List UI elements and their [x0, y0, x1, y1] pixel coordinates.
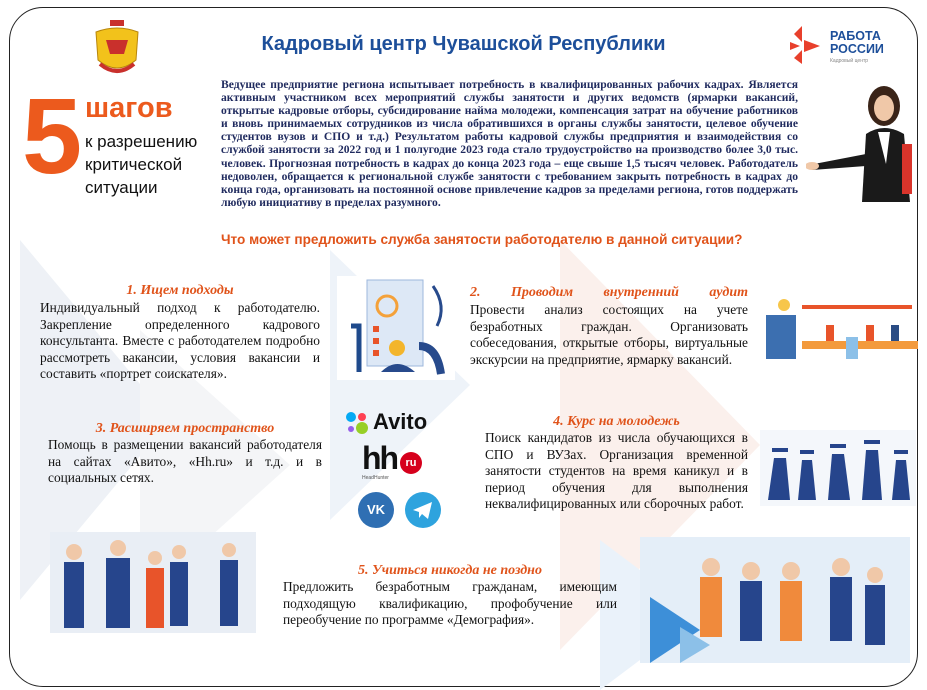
- telegram-icon: [405, 492, 441, 528]
- intro-paragraph: Ведущее предприятие региона испытывает потребность в квалифицированных рабочих кадрах. Является активным участником всех мероприятий службы занятости и других ведомств (ярмарки вакансий, открытые кадровые отборы, субсидирование найма молодежи, компенсация затрат на обучение работников и вновь принимаемых сотрудников из числа обратившихся в органы службы занятости, целевое обучение студентов вузов и СПО и т.д.) Результатом работы кадровой службы предприятия и взаимодействия со службой занятости за 2022 год и 1 полугодие 2023 года стало трудоустройство на производство более 3,0 тыс. человек. Прогнозная потребность в кадрах до конца 2023 года – еще свыше 1,5 тысяч человек. Работодатель недоволен, обращается к региональной службе занятости с требованием закрыть потребность в кадрах до конца года, организовать на постоянной основе привлечение кадров за пределами региона, готов поддержать любую инициативу в пределах разумного.: [221, 78, 798, 209]
- businesswoman-illustration: [806, 84, 918, 202]
- logo-arrows-icon: [790, 26, 826, 64]
- step-5-text: Предложить безработным гражданам, имеющим подходящую квалификацию, профобучение или переобучение по программе «Демография».: [283, 579, 617, 628]
- vk-icon: VK: [358, 492, 394, 528]
- step-2-text: Провести анализ состоящих на учете безработных граждан. Организовать собеседования, открытые отборы, виртуальные экскурсии на предприятие, ярмарку вакансий.: [470, 302, 748, 367]
- professionals-illustration: [640, 537, 910, 663]
- avito-logo: Avito: [345, 408, 441, 438]
- step-1-title: 1. Ищем подходы: [126, 283, 234, 298]
- step-3-title: 3. Расширяем пространство: [95, 421, 275, 436]
- steps-word: шагов: [85, 92, 173, 124]
- avito-dots-icon: [345, 411, 369, 435]
- steps-subtitle: к разрешению критической ситуации: [85, 132, 198, 197]
- headhunter-logo: hh ru HeadHunter: [362, 446, 424, 482]
- recruiting-illustration: [337, 276, 455, 380]
- steps-count: 5: [22, 75, 83, 196]
- factory-illustration: [766, 295, 918, 361]
- step-1-text: Индивидуальный подход к работодателю. Закрепление определенного кадрового консультанта. Вместе с работодателем подробно рассмотреть вакансии, условия вакансии и составить «портрет соискателя».: [40, 300, 320, 382]
- step-4-text: Поиск кандидатов из числа обучающихся в СПО и ВУЗах. Организация временной занятости студентов на время каникул и в период обучения для выполнения неквалифицированных или сборочных работ.: [485, 430, 748, 512]
- step-5-title: 5. Учиться никогда не поздно: [358, 563, 542, 578]
- graduates-illustration: [760, 430, 916, 506]
- step-3-text: Помощь в размещении вакансий работодателя на сайтах «Авито», «Hh.ru» и т.д. и в социальных сетях.: [48, 437, 322, 486]
- workers-illustration: [50, 532, 256, 633]
- question-heading: Что может предложить служба занятости работодателю в данной ситуации?: [221, 232, 743, 247]
- page-title: Кадровый центр Чувашской Республики: [261, 33, 666, 55]
- rabota-rossii-logo: РАБОТА РОССИИ Кадровый центр: [790, 24, 890, 68]
- step-2-title: 2. Проводим внутренний аудит: [470, 285, 748, 300]
- step-4-title: 4. Курс на молодежь: [553, 414, 680, 429]
